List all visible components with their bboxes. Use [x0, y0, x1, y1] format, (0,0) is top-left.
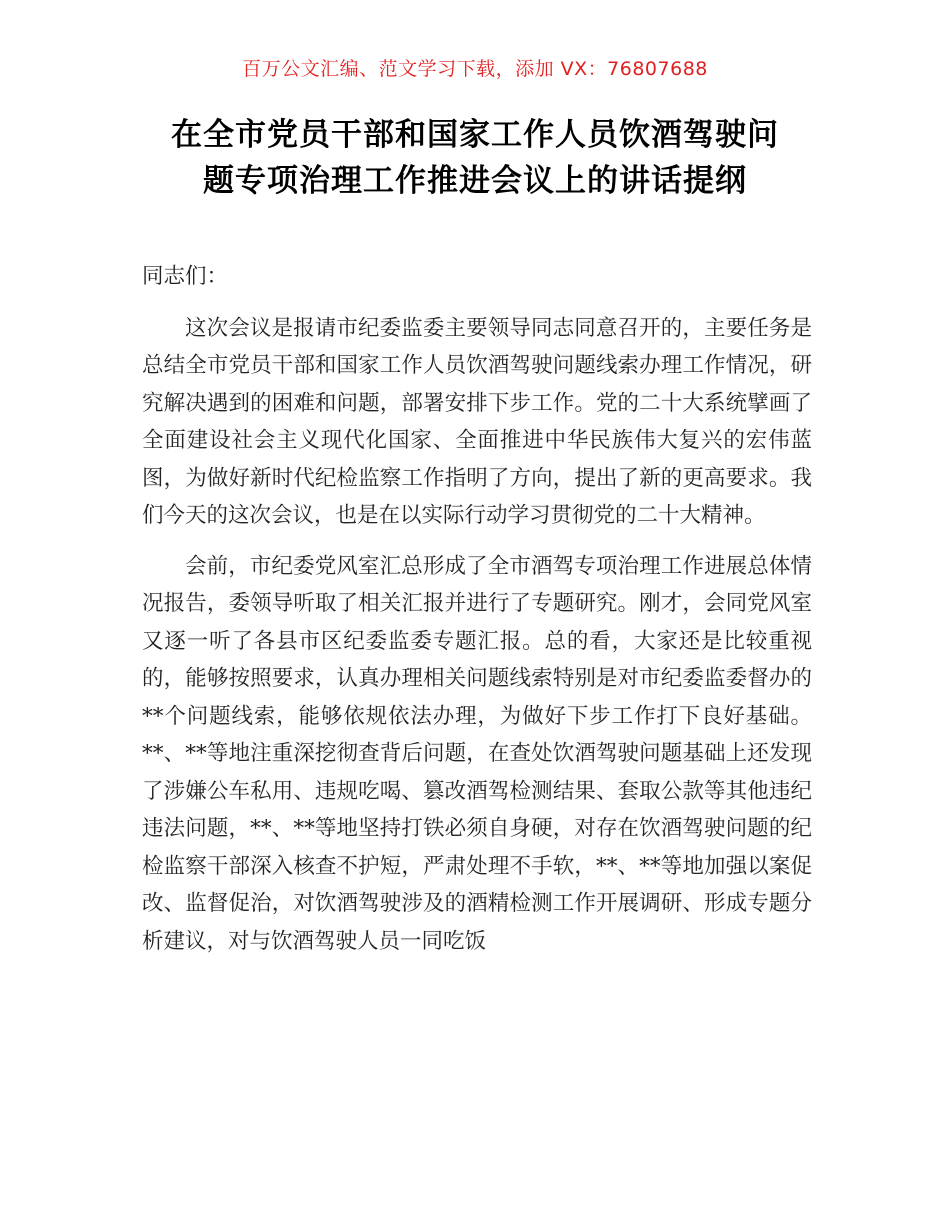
paragraph-2: 会前，市纪委党风室汇总形成了全市酒驾专项治理工作进展总体情况报告，委领导听取了相关汇报并进行了专题研究。刚才，会同党风室又逐一听了各县市区纪委监委专题汇报。总的看，大家还是比较重视的，能够按照要求，认真办理相关问题线索特别是对市纪委监委督办的**个问题线索，能够依规依法办理，为做好下步工作打下良好基础。**、**等地注重深挖彻查背后问题，在查处饮酒驾驶问题基础上还发现了涉嫌公车私用、违规吃喝、篡改酒驾检测结果、套取公款等其他违纪违法问题，**、**等地坚持打铁必须自身硬，对存在饮酒驾驶问题的纪检监察干部深入核查不护短，严肃处理不手软，**、**等地加强以案促改、监督促治，对饮酒驾驶涉及的酒精检测工作开展调研、形成专题分析建议，对与饮酒驾驶人员一同吃饭: [142, 553, 812, 954]
paragraph-1: 这次会议是报请市纪委监委主要领导同志同意召开的，主要任务是总结全市党员干部和国家工作人员饮酒驾驶问题线索办理工作情况，研究解决遇到的困难和问题，部署安排下步工作。党的二十大系统擘画了全面建设社会主义现代化国家、全面推进中华民族伟大复兴的宏伟蓝图，为做好新时代纪检监察工作指明了方向，提出了新的更高要求。我们今天的这次会议，也是在以实际行动学习贯彻党的二十大精神。: [142, 315, 812, 528]
document-title: [120, 112, 830, 204]
salutation: 同志们：: [142, 264, 229, 289]
title-line-2: 题专项治理工作推进会议上的讲话提纲: [203, 163, 747, 199]
header-note: 百万公文汇编、范文学习下载，添加 VX：76807688: [242, 58, 708, 80]
document-body: [142, 258, 812, 973]
title-line-1: 在全市党员干部和国家工作人员饮酒驾驶问: [171, 117, 779, 153]
